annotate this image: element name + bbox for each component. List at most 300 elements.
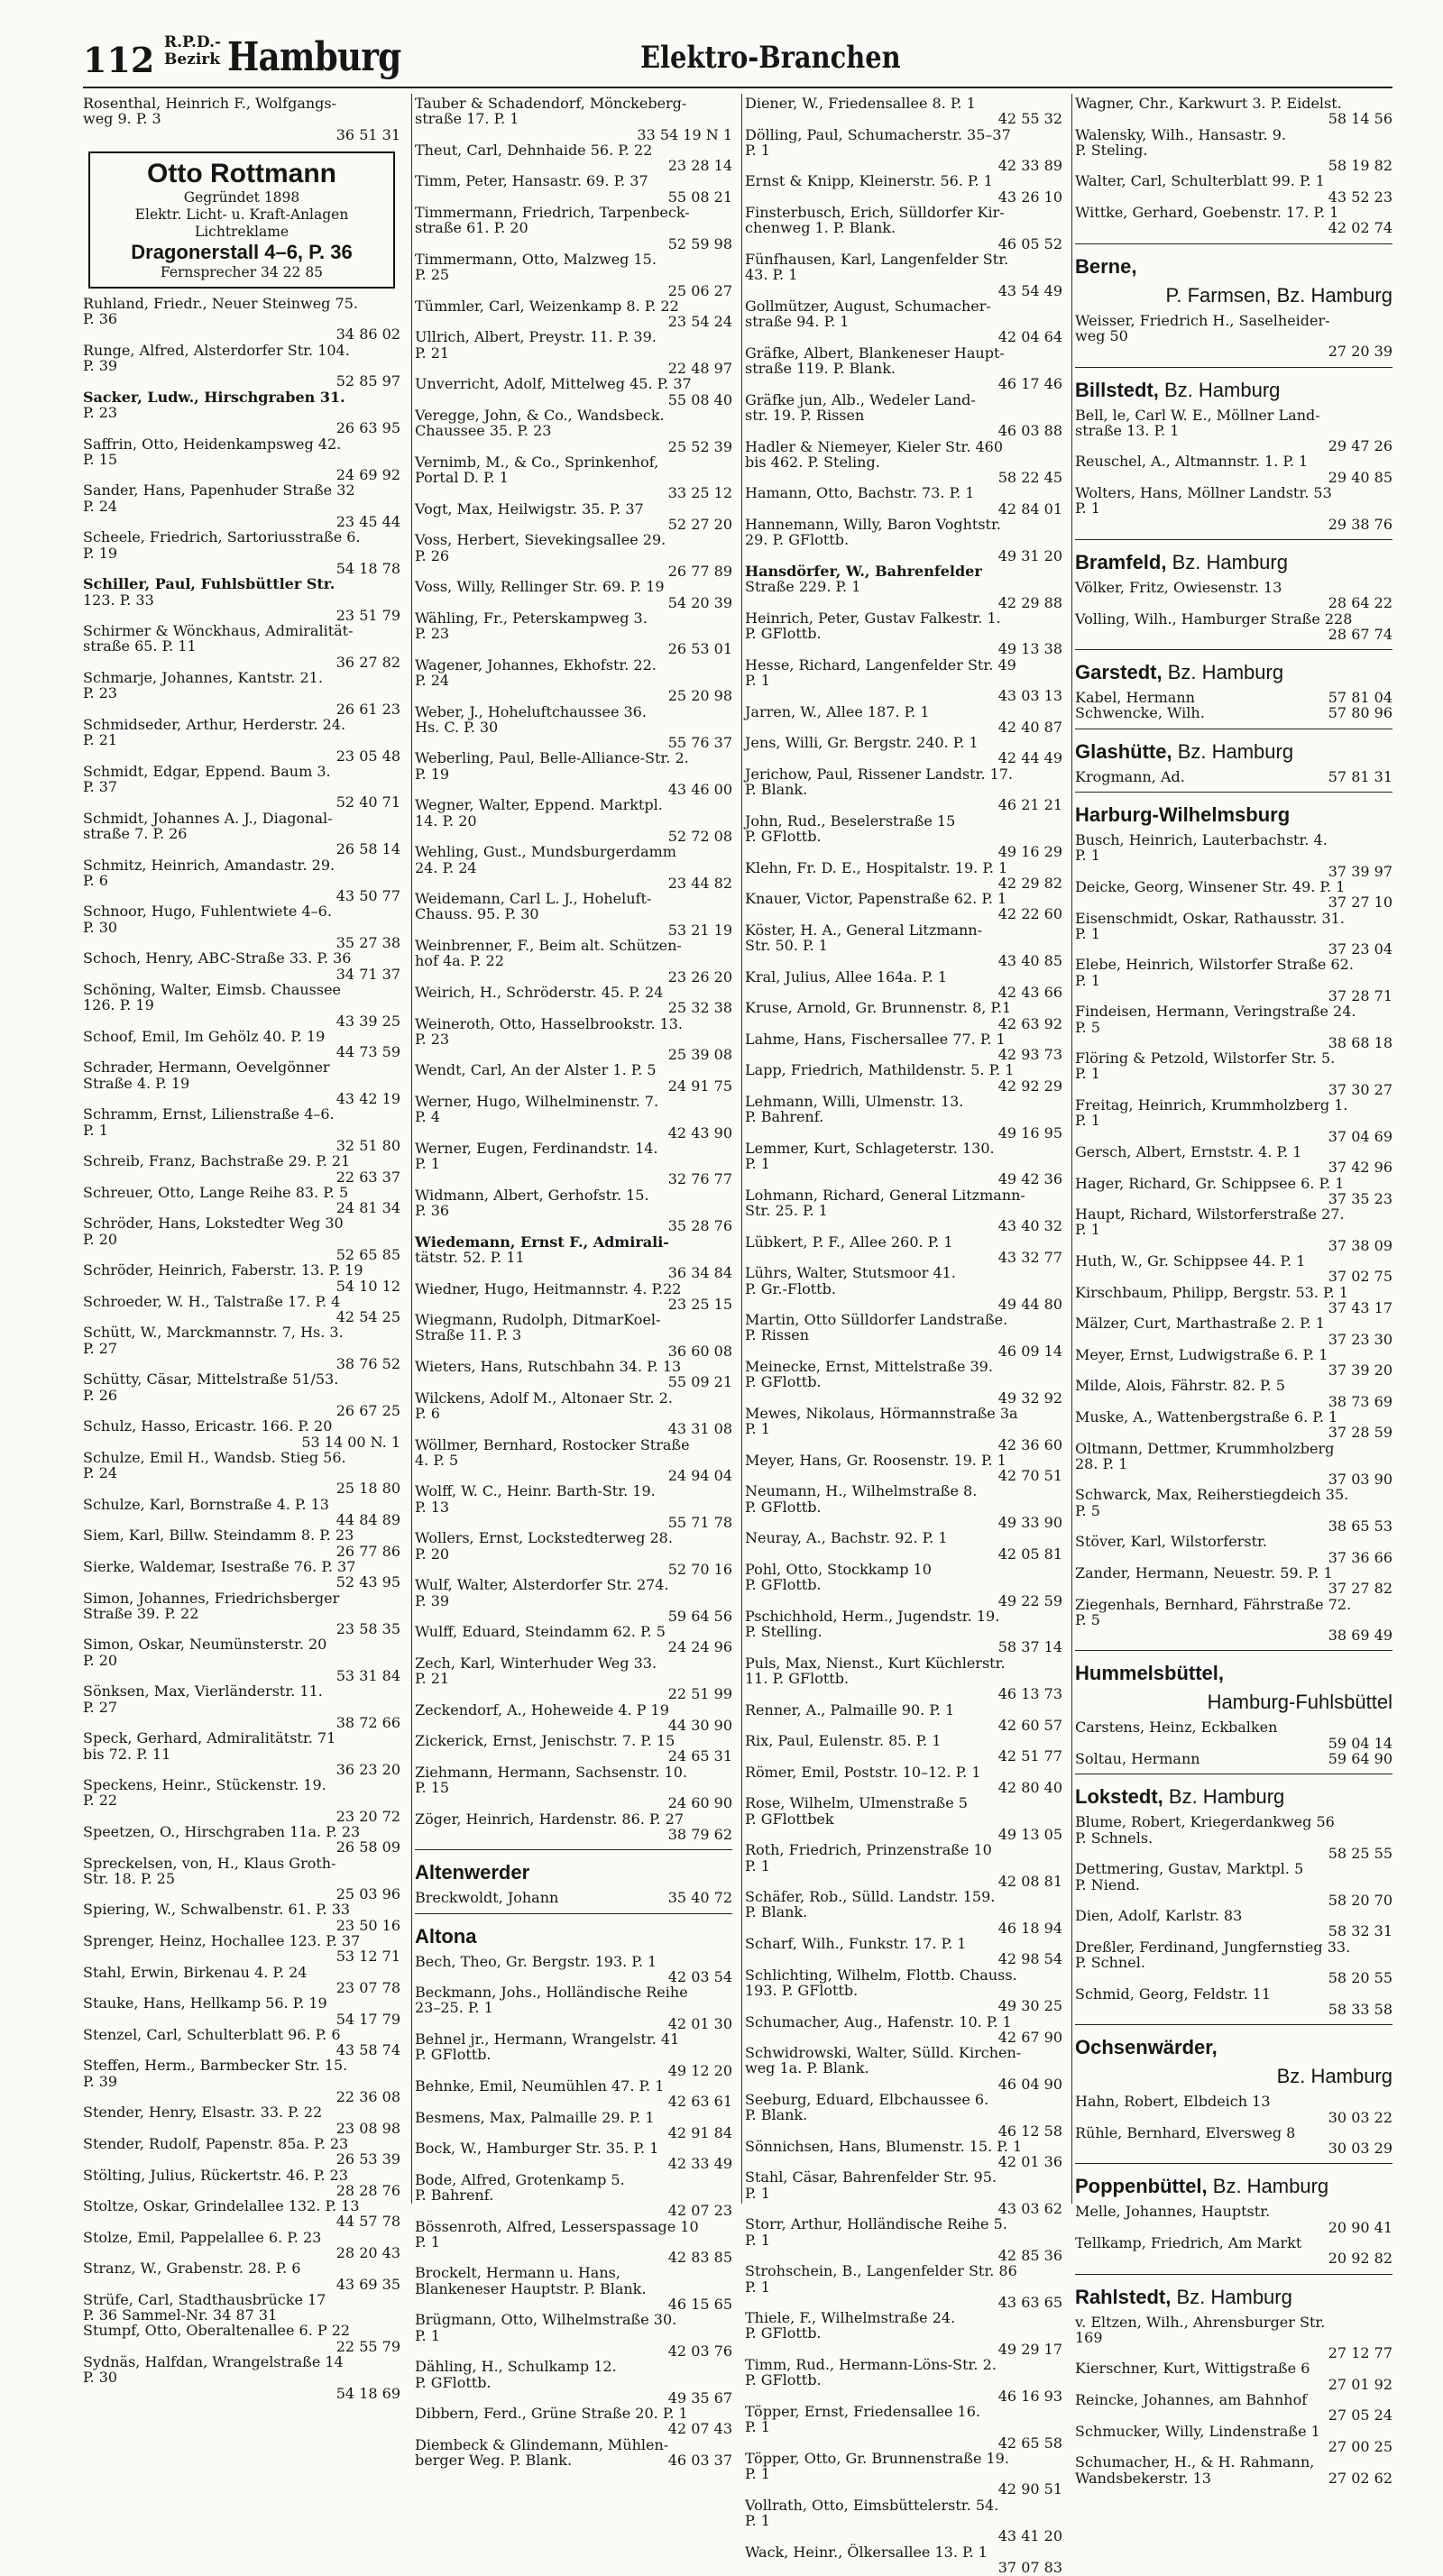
- directory-entry: [83, 2198, 400, 2230]
- entry-phone: 52 72 08: [667, 827, 732, 845]
- entry-name: Schütt, W., Marckmannstr. 7, Hs. 3.: [83, 1324, 344, 1342]
- entry-name: Meyer, Hans, Gr. Roosenstr. 19. P. 1: [745, 1451, 1006, 1469]
- directory-entry: [1075, 1253, 1392, 1285]
- entry-phone: 37 28 71: [1328, 986, 1392, 1004]
- entry-phone: 42 60 57: [997, 1716, 1062, 1734]
- entry-name: Weineroth, Otto, Hasselbrookstr. 13.: [415, 1014, 683, 1032]
- entry-line: P. 23: [83, 684, 118, 702]
- directory-entry: [83, 764, 400, 811]
- directory-entry: [83, 2136, 400, 2168]
- entry-line: P. 1: [745, 1420, 770, 1438]
- entry-name: Wehling, Gust., Mundsburgerdamm: [415, 843, 676, 861]
- entry-name: Wittke, Gerhard, Goebenstr. 17. P. 1: [1075, 204, 1339, 222]
- entry-phone: 58 22 45: [997, 469, 1062, 487]
- entry-line: 126. P. 19: [83, 996, 154, 1014]
- entry-phone: 27 02 62: [1328, 2469, 1392, 2487]
- entry-phone: 52 40 71: [335, 793, 400, 811]
- entry-name: Rose, Wilhelm, Ulmenstraße 5: [745, 1794, 968, 1812]
- entry-name: Köster, H. A., General Litzmann-: [745, 921, 983, 939]
- entry-name: Dettmering, Gustav, Marktpl. 5: [1075, 1860, 1304, 1878]
- entry-line: P. GFlottb.: [745, 1373, 822, 1391]
- directory-entry: [83, 1185, 400, 1216]
- entry-phone: 42 03 76: [667, 2342, 732, 2360]
- directory-entry: [83, 811, 400, 857]
- entry-line: straße 119. P. Blank.: [745, 360, 896, 378]
- directory-entry: [83, 436, 400, 483]
- directory-entry: [415, 1811, 732, 1843]
- directory-entry: [745, 517, 1062, 564]
- entry-name: Timm, Peter, Hansastr. 69. P. 37: [415, 172, 648, 190]
- directory-entry: [83, 1497, 400, 1528]
- entry-phone: 43 50 77: [335, 887, 400, 905]
- entry-phone: 23 07 78: [335, 1978, 400, 1996]
- entry-line: P. Steling.: [1075, 141, 1148, 159]
- entry-line: Str. 25. P. 1: [745, 1202, 828, 1220]
- entry-phone: 38 76 52: [335, 1355, 400, 1373]
- entry-phone: 55 09 21: [667, 1373, 732, 1391]
- entry-name: Lührs, Walter, Stutsmoor 41.: [745, 1264, 956, 1282]
- directory-entry: [745, 1453, 1062, 1484]
- directory-entry: [745, 1141, 1062, 1187]
- entry-phone: 25 32 38: [667, 999, 732, 1017]
- entry-phone: 53 14 00 N. 1: [301, 1433, 400, 1451]
- directory-entry: [83, 670, 400, 717]
- entry-name: Schmucker, Willy, Lindenstraße 1: [1075, 2422, 1320, 2440]
- column-2: [415, 95, 732, 2470]
- entry-line: bis 462. P. Steling.: [745, 453, 880, 471]
- entry-name: Ullrich, Albert, Preystr. 11. P. 39.: [415, 328, 657, 346]
- entry-line: P. 19: [415, 765, 450, 783]
- entry-line: P. 27: [83, 1339, 118, 1357]
- entry-line: straße 94. P. 1: [745, 313, 850, 331]
- entry-name: Pschichhold, Herm., Jugendstr. 19.: [745, 1607, 1000, 1625]
- directory-entry: [83, 2104, 400, 2136]
- entry-phone: 42 63 61: [667, 2093, 732, 2111]
- entry-name: Weberling, Paul, Belle-Alliance-Str. 2.: [415, 749, 689, 767]
- entry-name: Volling, Wilh., Hamburger Straße 228: [1075, 610, 1353, 628]
- entry-name: Wulf, Walter, Alsterdorfer Str. 274.: [415, 1576, 669, 1594]
- entry-name: Theut, Carl, Dehnhaide 56. P. 22: [415, 141, 653, 159]
- directory-entry: [1075, 1487, 1392, 1534]
- entry-phone: 26 58 09: [335, 1838, 400, 1856]
- directory-entry: [415, 1234, 732, 1281]
- entry-phone: 43 26 10: [997, 188, 1062, 206]
- entry-line: P. 1: [745, 2278, 770, 2296]
- entry-name: Rix, Paul, Eulenstr. 85. P. 1: [745, 1732, 942, 1750]
- entry-phone: 57 81 31: [1328, 767, 1392, 785]
- entry-phone: 28 67 74: [1328, 625, 1392, 643]
- entry-phone: 32 76 77: [667, 1170, 732, 1188]
- entry-line: P. Blank.: [745, 2106, 808, 2124]
- section-rule: [1075, 792, 1392, 793]
- directory-entry: [745, 564, 1062, 610]
- entry-name: Scheele, Friedrich, Sartoriusstraße 6.: [83, 528, 361, 546]
- entry-line-text: berger Weg. P. Blank.: [415, 2452, 573, 2470]
- entry-line: P. GFlottb.: [745, 625, 822, 643]
- entry-line: P. 5: [1075, 1018, 1100, 1036]
- entry-line: P. Blank.: [745, 1903, 808, 1921]
- section-district: Bz. Hamburg: [1166, 550, 1288, 573]
- directory-entry: [415, 1312, 732, 1359]
- section-rule: [1075, 2024, 1392, 2025]
- entry-line: straße 61. P. 20: [415, 219, 528, 237]
- entry-phone: 49 30 25: [997, 1997, 1062, 2015]
- entry-phone: 46 13 73: [997, 1685, 1062, 1703]
- entry-phone: 42 36 60: [997, 1435, 1062, 1453]
- entry-name: Bössenroth, Alfred, Lesserspassage 10: [415, 2217, 699, 2235]
- entry-phone: 35 27 38: [335, 934, 400, 952]
- entry-name: Wagner, Chr., Karkwurt 3. P. Eidelst.: [1075, 95, 1342, 112]
- entry-phone: 42 29 88: [997, 593, 1062, 611]
- directory-entry: [415, 610, 732, 657]
- directory-entry: [1075, 96, 1392, 127]
- entry-line: P. 1: [745, 2231, 770, 2249]
- entry-phone: 25 06 27: [667, 281, 732, 299]
- entry-phone: 49 12 20: [667, 2061, 732, 2079]
- ad-address: Dragonerstall 4–6, P. 36: [131, 240, 353, 263]
- directory-entry: [745, 298, 1062, 345]
- entry-name: Timmermann, Otto, Malzweg 15.: [415, 250, 657, 268]
- directory-entry: [83, 903, 400, 950]
- section-heading: [1075, 803, 1392, 827]
- entry-name: Weber, J., Hoheluftchaussee 36.: [415, 702, 647, 720]
- entry-phone: 42 63 92: [997, 1014, 1062, 1032]
- entry-name: Simon, Johannes, Friedrichsberger: [83, 1589, 340, 1607]
- entry-phone: 59 64 56: [667, 1607, 732, 1625]
- entry-phone: 42 04 64: [997, 328, 1062, 346]
- entry-name: Tellkamp, Friedrich, Am Markt: [1075, 2233, 1302, 2251]
- entry-phone: 37 07 83: [997, 2558, 1062, 2576]
- entry-name: Sönksen, Max, Vierländerstr. 11.: [83, 1682, 323, 1701]
- entry-name: Gräfke, Albert, Blankeneser Haupt-: [745, 344, 1005, 362]
- entry-name: Hannemann, Willy, Baron Voghtstr.: [745, 516, 1001, 534]
- entry-name: Wegner, Walter, Eppend. Marktpl.: [415, 796, 663, 814]
- directory-entry: [1075, 1144, 1392, 1176]
- directory-entry: [415, 1359, 732, 1390]
- entry-phone: 53 21 19: [667, 921, 732, 939]
- entry-name: Wulff, Eduard, Steindamm 62. P. 5: [415, 1623, 666, 1641]
- directory-entry: [745, 2216, 1062, 2263]
- entry-name: Beckmann, Johs., Holländische Reihe: [415, 1984, 688, 2002]
- directory-entry: [415, 454, 732, 501]
- entry-name: Stauke, Hans, Hellkamp 56. P. 19: [83, 1994, 327, 2012]
- directory-entry: [1075, 2125, 1392, 2157]
- directory-entry: [1075, 1285, 1392, 1316]
- entry-phone: 54 18 69: [335, 2384, 400, 2402]
- entry-name: Stölting, Julius, Rückertstr. 46. P. 23: [83, 2166, 348, 2184]
- entry-phone: 58 20 55: [1328, 1969, 1392, 1987]
- entry-phone: 42 91 84: [667, 2123, 732, 2141]
- entry-name: Storr, Arthur, Holländische Reihe 5.: [745, 2215, 1007, 2233]
- entry-name: [415, 2437, 732, 2452]
- entry-name: Speckens, Heinr., Stückenstr. 19.: [83, 1776, 326, 1794]
- entry-name: Hansdörfer, W., Bahrenfelder: [745, 562, 982, 580]
- entry-phone: 38 72 66: [335, 1713, 400, 1731]
- directory-entry: [745, 1889, 1062, 1936]
- entry-name: Stoltze, Oskar, Grindelallee 132. P. 13: [83, 2197, 360, 2215]
- section-rule: [1075, 2274, 1392, 2275]
- entry-phone: 49 13 05: [997, 1825, 1062, 1843]
- directory-entry: [1075, 1176, 1392, 1207]
- entry-name: Sacker, Ludw., Hirschgraben 31.: [83, 388, 345, 406]
- directory-entry: [415, 2437, 732, 2469]
- entry-line: P. 1: [1075, 1221, 1100, 1239]
- entry-name: Schlichting, Wilhelm, Flottb. Chauss.: [745, 1966, 1017, 1984]
- directory-entry: [1075, 2315, 1392, 2361]
- entry-name: Zeckendorf, A., Hoheweide 4. P 19: [415, 1701, 669, 1719]
- directory-entry: [415, 96, 732, 142]
- directory-entry: [745, 2404, 1062, 2451]
- region-label: [164, 34, 221, 69]
- entry-line: P. 30: [83, 918, 118, 936]
- directory-entry: [745, 2092, 1062, 2139]
- entry-name: Reuschel, A., Altmannstr. 1. P. 1: [1075, 453, 1309, 471]
- section-subtitle: P. Farmsen, Bz. Hamburg: [1165, 283, 1392, 307]
- entry-phone: 42 90 51: [997, 2480, 1062, 2498]
- entry-name: Vollrath, Otto, Eimsbüttelerstr. 54.: [745, 2496, 999, 2514]
- entry-name: Wollers, Ernst, Lockstedterweg 28.: [415, 1529, 673, 1547]
- entry-name: Schöning, Walter, Eimsb. Chaussee: [83, 980, 342, 998]
- entry-phone: 43 03 62: [997, 2200, 1062, 2218]
- entry-line: Chaussee 35. P. 23: [415, 422, 552, 440]
- entry-phone: 37 02 75: [1328, 1268, 1392, 1286]
- section-title: Garstedt,: [1075, 661, 1163, 684]
- entry-phone: 42 29 82: [997, 874, 1062, 892]
- directory-entry: [83, 1262, 400, 1294]
- entry-name: Lemmer, Kurt, Schlageterstr. 130.: [745, 1139, 995, 1157]
- entry-name: Renner, A., Palmaille 90. P. 1: [745, 1701, 955, 1719]
- entry-name: Carstens, Heinz, Eckbalken: [1075, 1719, 1278, 1737]
- directory-entry: [745, 704, 1062, 736]
- entry-phone: 58 19 82: [1328, 157, 1392, 175]
- entry-phone: 55 76 37: [667, 734, 732, 752]
- directory-entry: [1075, 1986, 1392, 2018]
- entry-name: Busch, Heinrich, Lauterbachstr. 4.: [1075, 831, 1328, 849]
- entry-name: Stranz, W., Grabenstr. 28. P. 6: [83, 2260, 301, 2278]
- entry-line: weg 50: [1075, 326, 1128, 344]
- entry-phone: 52 27 20: [667, 516, 732, 534]
- entry-line-text: Wandsbekerstr. 13: [1075, 2469, 1211, 2487]
- directory-entry: [1075, 127, 1392, 174]
- entry-phone: 58 37 14: [997, 1638, 1062, 1656]
- city-title: Hamburg: [227, 34, 401, 80]
- entry-name: Stender, Henry, Elsastr. 33. P. 22: [83, 2104, 323, 2122]
- entry-name: Fünfhausen, Karl, Langenfelder Str.: [745, 250, 1009, 268]
- directory-entry: [415, 252, 732, 298]
- directory-entry: [745, 1765, 1062, 1796]
- directory-entry: [745, 1359, 1062, 1406]
- entry-name: Schmidt, Johannes A. J., Diagonal-: [83, 809, 333, 827]
- directory-entry: [1075, 205, 1392, 236]
- directory-entry: [415, 1702, 732, 1734]
- entry-line: bis 72. P. 11: [83, 1745, 171, 1763]
- entry-phone: 37 30 27: [1328, 1080, 1392, 1098]
- section-heading: [1075, 2036, 1392, 2059]
- directory-entry: [83, 1777, 400, 1824]
- column-divider: [741, 94, 742, 2204]
- entry-line: P. 1: [745, 1856, 770, 1875]
- directory-entry: [745, 735, 1062, 766]
- section-rule: [1075, 367, 1392, 368]
- entry-line: P. 23: [83, 403, 118, 421]
- entry-line: P. 1: [1075, 847, 1100, 865]
- entry-line: straße 7. P. 26: [83, 824, 188, 842]
- directory-entry: [1075, 1751, 1392, 1766]
- entry-name: Sander, Hans, Papenhuder Straße 32: [83, 481, 355, 500]
- directory-entry: [415, 2359, 732, 2406]
- ad-line: Gegründet 1898: [183, 188, 300, 206]
- entry-name: Hadler & Niemeyer, Kieler Str. 460: [745, 437, 1004, 455]
- directory-entry: [1075, 1565, 1392, 1597]
- directory-entry: [745, 969, 1062, 1001]
- directory-entry: [1075, 2094, 1392, 2125]
- entry-phone: 36 51 31: [335, 125, 400, 143]
- entry-phone: 43 32 77: [997, 1248, 1062, 1266]
- entry-phone: 42 92 29: [997, 1077, 1062, 1095]
- entry-line: straße 13. P. 1: [1075, 421, 1180, 439]
- entry-name: Wagener, Johannes, Ekhofstr. 22.: [415, 655, 657, 674]
- entry-name: Walensky, Wilh., Hansastr. 9.: [1075, 125, 1286, 143]
- section-title: Lokstedt,: [1075, 1785, 1163, 1809]
- directory-entry: [415, 532, 732, 579]
- entry-phone: 22 36 08: [335, 2088, 400, 2106]
- entry-line: P. Bahrenf.: [415, 2186, 494, 2204]
- directory-entry: [83, 2168, 400, 2199]
- entry-name: Besmens, Max, Palmaille 29. P. 1: [415, 2108, 655, 2126]
- section-subtitle: Bz. Hamburg: [1276, 2065, 1392, 2088]
- entry-name: Schmarje, Johannes, Kantstr. 21.: [83, 669, 323, 687]
- entry-line: P. 24: [415, 671, 450, 689]
- directory-entry: [415, 1141, 732, 1187]
- directory-entry: [83, 1933, 400, 1965]
- directory-entry: [1075, 1378, 1392, 1409]
- entry-phone: 26 61 23: [335, 700, 400, 718]
- entry-phone: 54 17 79: [335, 2010, 400, 2028]
- entry-line: P. Rissen: [745, 1326, 810, 1344]
- entry-phone: 57 81 04: [1328, 689, 1392, 707]
- entry-name: Haupt, Richard, Wilstorferstraße 27.: [1075, 1205, 1345, 1224]
- entry-phone: 46 16 93: [997, 2387, 1062, 2405]
- entry-phone: 37 04 69: [1328, 1127, 1392, 1145]
- entry-phone: 46 03 37: [667, 2452, 732, 2470]
- entry-phone: 23 51 79: [335, 606, 400, 624]
- directory-entry: [1075, 769, 1392, 784]
- entry-line: Str. 50. P. 1: [745, 937, 828, 955]
- entry-name: Werner, Hugo, Wilhelminenstr. 7.: [415, 1093, 659, 1110]
- entry-phone: 24 81 34: [335, 1199, 400, 1217]
- entry-name: Sierke, Waldemar, Isestraße 76. P. 37: [83, 1557, 356, 1575]
- directory-entry: [415, 376, 732, 408]
- entry-phone: 46 05 52: [997, 234, 1062, 252]
- entry-phone: 46 09 14: [997, 1342, 1062, 1360]
- entry-line: P. 21: [415, 1669, 450, 1687]
- directory-entry: [415, 1985, 732, 2031]
- entry-phone: 42 44 49: [997, 749, 1062, 767]
- directory-entry: [415, 2078, 732, 2110]
- entry-phone: 24 69 92: [335, 466, 400, 484]
- directory-entry: [1075, 911, 1392, 958]
- entry-line: 23–25. P. 1: [415, 1999, 493, 2017]
- entry-phone: 27 20 39: [1328, 343, 1392, 361]
- entry-phone: 43 46 00: [667, 781, 732, 799]
- entry-name: Dölling, Paul, Schumacherstr. 35–37: [745, 125, 1011, 143]
- entry-phone: 42 01 30: [667, 2014, 732, 2032]
- entry-line: weg 9. P. 3: [83, 110, 161, 128]
- entry-name: Timm, Rud., Hermann-Löns-Str. 2.: [745, 2356, 997, 2374]
- directory-entry: [745, 1609, 1062, 1655]
- entry-line: P. 1: [745, 2512, 770, 2530]
- entry-name: Runge, Alfred, Alsterdorfer Str. 104.: [83, 341, 350, 359]
- entry-name: Roth, Friedrich, Prinzenstraße 10: [745, 1841, 992, 1859]
- section-rule: [1075, 243, 1392, 244]
- entry-line: P. 5: [1075, 1610, 1100, 1628]
- entry-name: Bech, Theo, Gr. Bergstr. 193. P. 1: [415, 1952, 657, 1970]
- entry-phone: 46 12 58: [997, 2122, 1062, 2140]
- entry-line: P. 19: [83, 544, 118, 562]
- directory-entry: [83, 1294, 400, 1325]
- directory-entry: [415, 985, 732, 1016]
- entry-phone: 32 51 80: [335, 1136, 400, 1154]
- entry-phone: 55 08 40: [667, 390, 732, 408]
- entry-line: P. 1: [1075, 500, 1100, 518]
- entry-name: Schirmer & Wönckhaus, Admiralität-: [83, 622, 354, 640]
- directory-entry: [745, 1000, 1062, 1031]
- section-district: Bz. Hamburg: [1163, 1785, 1285, 1809]
- entry-line: P. 15: [415, 1779, 450, 1797]
- entry-name: Bode, Alfred, Grotenkamp 5.: [415, 2170, 625, 2188]
- entry-phone: 49 33 90: [997, 1514, 1062, 1532]
- entry-line: P. 27: [83, 1698, 118, 1716]
- directory-entry: [415, 2312, 732, 2359]
- directory-entry: [745, 1234, 1062, 1266]
- directory-entry: [1075, 1719, 1392, 1751]
- entry-phone: 43 42 19: [335, 1090, 400, 1108]
- entry-line: P. 1: [1075, 1065, 1100, 1083]
- entry-phone: 42 80 40: [997, 1779, 1062, 1797]
- directory-entry: [415, 173, 732, 205]
- entry-line: hof 4a. P. 22: [415, 952, 504, 970]
- page-header: [83, 34, 1391, 90]
- entry-phone: 26 77 86: [335, 1542, 400, 1560]
- entry-name: Schröder, Hans, Lokstedter Weg 30: [83, 1215, 344, 1233]
- entry-line: Straße 229. P. 1: [745, 578, 861, 596]
- entry-phone: 37 23 30: [1328, 1330, 1392, 1348]
- entry-phone: 43 54 49: [997, 281, 1062, 299]
- entry-line: str. 19. P. Rissen: [745, 406, 865, 424]
- directory-entry: [83, 2058, 400, 2104]
- entry-name: Vogt, Max, Heilwigstr. 35. P. 37: [415, 500, 644, 518]
- entry-phone: 59 64 90: [1328, 1750, 1392, 1768]
- entry-line: P. GFlottb.: [745, 2371, 822, 2389]
- entry-phone: 44 57 78: [335, 2213, 400, 2231]
- entry-phone: 36 34 84: [667, 1264, 732, 1282]
- section-rule: [1075, 539, 1392, 540]
- section-title: Berne,: [1075, 254, 1137, 278]
- region-line-2: Bezirk: [164, 50, 221, 69]
- entry-name: Weidemann, Carl L. J., Hoheluft-: [415, 890, 652, 908]
- entry-name: Lohmann, Richard, General Litzmann-: [745, 1186, 1025, 1204]
- entry-name-text: Schwencke, Wilh.: [1075, 704, 1205, 722]
- entry-line: P. 1: [1075, 924, 1100, 942]
- entry-line: P. 37: [83, 778, 118, 796]
- entry-phone: 27 05 24: [1328, 2406, 1392, 2425]
- entry-line: [1075, 2471, 1392, 2486]
- directory-entry: [745, 127, 1062, 174]
- entry-phone: 24 94 04: [667, 1467, 732, 1485]
- entry-line: chenweg 1. P. Blank.: [745, 219, 896, 237]
- directory-entry: [745, 2498, 1062, 2544]
- entry-name: Meinecke, Ernst, Mittelstraße 39.: [745, 1358, 993, 1376]
